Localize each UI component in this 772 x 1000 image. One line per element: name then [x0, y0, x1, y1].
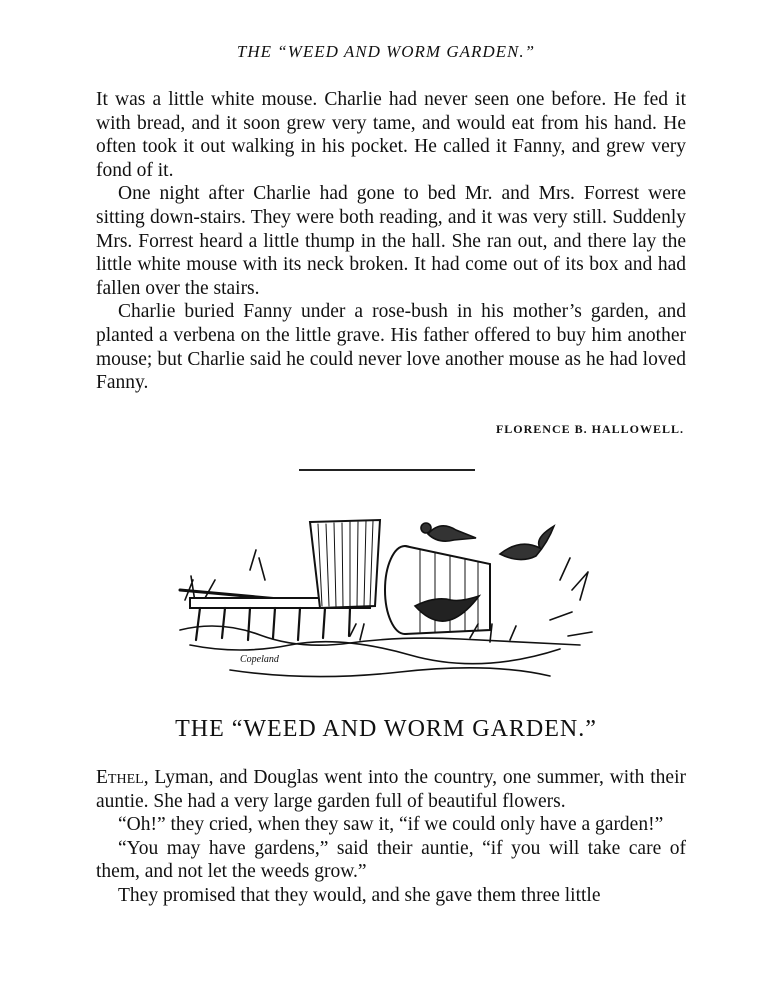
section-divider	[299, 469, 475, 471]
paragraph: They promised that they would, and she gave them three little	[118, 884, 601, 906]
paragraph: Charlie buried Fanny under a rose-bush in his mother’s garden, and planted a verbena on the little grave. His father offered to buy him another mouse; but Charlie said he could never love another mouse as he had loved Fanny.	[96, 301, 686, 394]
story-garden	[96, 766, 686, 908]
paragraph: “Oh!” they cried, when they saw it, “if we could only have a garden!”	[118, 814, 664, 836]
drop-word: Ethel	[96, 767, 144, 788]
garden-illustration	[170, 510, 600, 700]
story-mouse	[96, 88, 686, 395]
paragraph	[96, 766, 686, 813]
paragraph-rest: , Lyman, and Douglas went into the country, one summer, with their auntie. She had a very large garden full of beautiful flowers.	[96, 767, 686, 812]
author-signature: FLORENCE B. HALLOWELL.	[495, 422, 684, 436]
story-title: THE “WEED AND WORM GARDEN.”	[175, 716, 597, 742]
paragraph: “You may have gardens,” said their auntie, “if you will take care of them, and not let the weeds grow.”	[96, 837, 686, 883]
paragraph: It was a little white mouse. Charlie had never seen one before. He fed it with bread, and it soon grew very tame, and would eat from his hand. He often took it out walking in his pocket. He called it Fanny, and grew very fond of it.	[96, 89, 686, 181]
paragraph: One night after Charlie had gone to bed Mr. and Mrs. Forrest were sitting down-stairs. They were both reading, and it was very still. Suddenly Mrs. Forrest heard a little thump in the hall. She ran out, and there lay the little white mouse with its neck broken. It had come out of its box and had fallen over the stairs.	[96, 183, 686, 299]
running-head: THE “WEED AND WORM GARDEN.”	[236, 42, 536, 61]
illustrator-signature: Copeland	[240, 654, 279, 665]
